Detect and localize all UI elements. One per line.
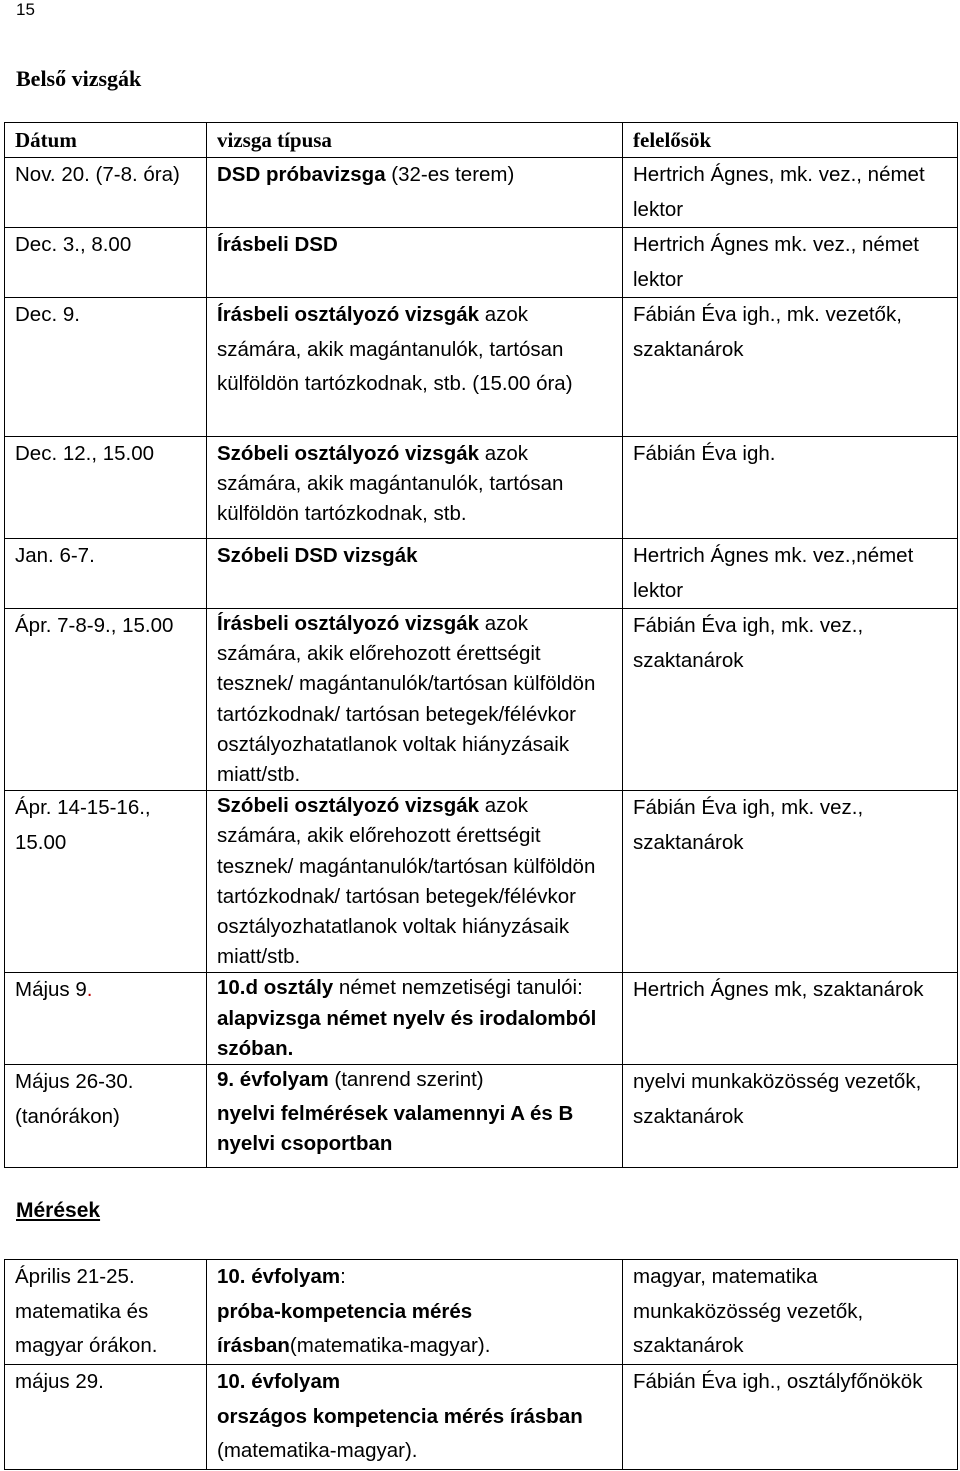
- row-type: Írásbeli osztályozó vizsgák azok számára, akik előrehozott érettségit tesznek/ magántanulók/tartósan külföldön tartózkodnak/ tartósan betegek/félévkor osztályozhatatlanok voltak hiányzásaik miatt/stb.: [207, 609, 623, 791]
- row-responsible: Fábián Éva igh., mk. vezetők, szaktanárok: [623, 298, 958, 437]
- page-number: 15: [16, 0, 35, 19]
- row-responsible: Fábián Éva igh, mk. vez., szaktanárok: [623, 791, 958, 973]
- row-type: Írásbeli DSD: [207, 228, 623, 298]
- measurements-title: Mérések: [16, 1199, 101, 1222]
- row-responsible: nyelvi munkaközösség vezetők, szaktanárok: [623, 1065, 958, 1168]
- row-type: 10.d osztály német nemzetiségi tanulói: alapvizsga német nyelv és irodalomból szóban.: [207, 973, 623, 1065]
- table-row: [5, 158, 958, 228]
- row-date: Dec. 12., 15.00: [5, 437, 207, 539]
- column-header-type: vizsga típusa: [207, 123, 623, 158]
- table-header-row: [5, 123, 958, 158]
- row-type: Írásbeli osztályozó vizsgák azok számára, akik magántanulók, tartósan külföldön tartózkodnak, stb. (15.00 óra): [207, 298, 623, 437]
- row-date: Ápr. 14-15-16., 15.00: [5, 791, 207, 973]
- internal-exams-table: [4, 122, 958, 1168]
- row-type: 9. évfolyam (tanrend szerint) nyelvi felmérések valamennyi A és B nyelvi csoportban: [207, 1065, 623, 1168]
- table-row: [5, 973, 958, 1065]
- row-type: Szóbeli DSD vizsgák: [207, 539, 623, 609]
- table-row: [5, 539, 958, 609]
- table-row: [5, 791, 958, 973]
- column-header-responsible: felelősök: [623, 123, 958, 158]
- row-date: Nov. 20. (7-8. óra): [5, 158, 207, 228]
- row-date: Dec. 9.: [5, 298, 207, 437]
- table-row: [5, 298, 958, 437]
- row-date: Május 26-30. (tanórákon): [5, 1065, 207, 1168]
- row-date: Április 21-25. matematika és magyar órákon.: [5, 1260, 207, 1365]
- table-row: [5, 228, 958, 298]
- row-type: Szóbeli osztályozó vizsgák azok számára, akik magántanulók, tartósan külföldön tartózkodnak, stb.: [207, 437, 623, 539]
- table-row: [5, 609, 958, 791]
- table-row: [5, 1065, 958, 1168]
- measurements-table: [4, 1259, 958, 1470]
- row-responsible: Hertrich Ágnes mk, szaktanárok: [623, 973, 958, 1065]
- row-type: Szóbeli osztályozó vizsgák azok számára, akik előrehozott érettségit tesznek/ magántanulók/tartósan külföldön tartózkodnak/ tartósan betegek/félévkor osztályozhatatlanok voltak hiányzásaik miatt/stb.: [207, 791, 623, 973]
- row-date: Május 9.: [5, 973, 207, 1065]
- row-type: 10. évfolyam országos kompetencia mérés írásban (matematika-magyar).: [207, 1365, 623, 1470]
- row-date: Dec. 3., 8.00: [5, 228, 207, 298]
- row-responsible: Fábián Éva igh, mk. vez., szaktanárok: [623, 609, 958, 791]
- table-row: [5, 1260, 958, 1365]
- section-title: Belső vizsgák: [16, 66, 142, 91]
- row-responsible: Hertrich Ágnes mk. vez., német lektor: [623, 228, 958, 298]
- row-date: Ápr. 7-8-9., 15.00: [5, 609, 207, 791]
- column-header-date: Dátum: [5, 123, 207, 158]
- table-row: [5, 437, 958, 539]
- row-responsible: Fábián Éva igh.: [623, 437, 958, 539]
- row-type: DSD próbavizsga (32-es terem): [207, 158, 623, 228]
- row-responsible: magyar, matematika munkaközösség vezetők, szaktanárok: [623, 1260, 958, 1365]
- row-responsible: Hertrich Ágnes, mk. vez., német lektor: [623, 158, 958, 228]
- table-row: [5, 1365, 958, 1470]
- row-date: május 29.: [5, 1365, 207, 1470]
- row-responsible: Hertrich Ágnes mk. vez.,német lektor: [623, 539, 958, 609]
- row-type: 10. évfolyam: próba-kompetencia mérés írásban(matematika-magyar).: [207, 1260, 623, 1365]
- row-responsible: Fábián Éva igh., osztályfőnökök: [623, 1365, 958, 1470]
- row-date: Jan. 6-7.: [5, 539, 207, 609]
